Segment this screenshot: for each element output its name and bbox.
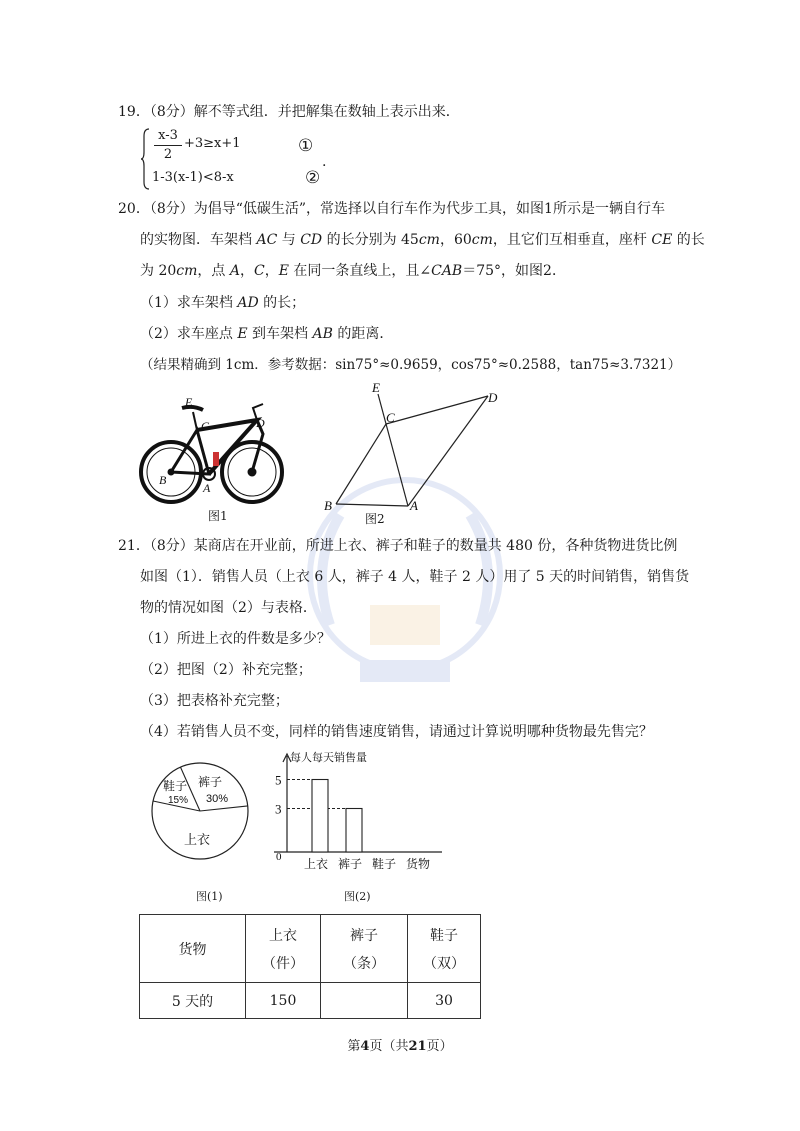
mark-1: ① bbox=[298, 136, 314, 156]
table-header-cell bbox=[246, 915, 321, 983]
q21-sub-1: （1）所进上衣的件数是多少？ bbox=[140, 631, 331, 647]
text: 在同一条直线上，且∠ bbox=[288, 263, 432, 279]
fig2-label-e: E bbox=[372, 380, 380, 395]
bar-category-label: 上衣 bbox=[304, 857, 329, 871]
text: ＝75°，如图2． bbox=[462, 263, 566, 279]
fig2-label-b: B bbox=[324, 498, 332, 513]
header-text: 鞋子 bbox=[430, 927, 458, 944]
seg-ce: CE bbox=[651, 232, 673, 248]
bicycle-figure bbox=[135, 392, 285, 514]
header-text: 裤子 bbox=[350, 927, 378, 944]
bike-label-b: B bbox=[159, 473, 167, 487]
header-text: 上衣 bbox=[269, 927, 297, 944]
fig1-caption: 图1 bbox=[208, 509, 228, 523]
pie-label-tops: 上衣 bbox=[184, 833, 211, 848]
geometry-lines bbox=[336, 394, 488, 506]
bike-label-d: D bbox=[256, 416, 265, 430]
text: 的距离． bbox=[332, 326, 394, 342]
text: 的实物图．车架档 bbox=[140, 232, 257, 248]
unit-cm: cm bbox=[471, 232, 493, 248]
bar-chart bbox=[268, 748, 448, 873]
q21-line-2: 如图（1）．销售人员（上衣 6 人，裤子 4 人，鞋子 2 人）用了 5 天的时间销售，销售货 bbox=[140, 569, 690, 585]
q20-note: （结果精确到 1cm．参考数据：sin75°≈0.9659，cos75°≈0.2588，tan75≈3.7321） bbox=[140, 357, 682, 373]
text: ，且它们互相垂直，座杆 bbox=[492, 232, 652, 248]
bar-ytick-label: 5 bbox=[275, 772, 282, 788]
table-cell-blank bbox=[321, 983, 408, 1019]
bar-caption: 图(2) bbox=[344, 890, 371, 903]
text: 为 20 bbox=[140, 263, 177, 279]
footer-total: 21 bbox=[408, 1039, 427, 1054]
fraction-bar bbox=[154, 145, 182, 146]
pie-pct-shoes: 15% bbox=[168, 795, 189, 806]
footer-mid: 页（共 bbox=[369, 1039, 409, 1054]
bar-1 bbox=[312, 780, 328, 853]
angle-cab: CAB bbox=[431, 263, 463, 279]
bike-label-a: A bbox=[203, 481, 211, 495]
page-footer bbox=[0, 1035, 800, 1054]
bike-label-e: E bbox=[185, 395, 193, 409]
pie-caption: 图(1) bbox=[196, 890, 223, 903]
fraction-numerator: x-3 bbox=[158, 128, 178, 143]
text: ， bbox=[239, 263, 254, 279]
point-c: C bbox=[253, 263, 265, 279]
bar-category-label: 裤子 bbox=[338, 857, 363, 871]
text: ， bbox=[264, 263, 279, 279]
q21-line-3: 物的情况如图（2）与表格． bbox=[140, 600, 317, 616]
text: 与 bbox=[277, 232, 301, 248]
table-cell: 30 bbox=[408, 983, 481, 1019]
footer-suffix: 页） bbox=[426, 1039, 453, 1054]
bike-label-c: C bbox=[201, 419, 210, 433]
sales-table bbox=[139, 914, 481, 1019]
bar-origin: 0 bbox=[276, 851, 282, 863]
table-row bbox=[140, 983, 481, 1019]
header-text: 货物 bbox=[178, 941, 207, 958]
table-header-cell bbox=[140, 915, 246, 983]
fraction bbox=[154, 128, 182, 163]
text: 到车架档 bbox=[247, 326, 313, 342]
table-header-cell bbox=[408, 915, 481, 983]
q20-line-3 bbox=[140, 261, 566, 281]
text: （2）求车座点 bbox=[140, 326, 238, 342]
q20-line-2 bbox=[140, 230, 705, 250]
q19-period: . bbox=[322, 154, 327, 170]
pie-pct-pants: 30% bbox=[206, 793, 229, 805]
fig2-label-c: C bbox=[386, 410, 395, 425]
q21-line-1: 21．（8分）某商店在开业前，所进上衣、裤子和鞋子的数量共 480 份，各种货物进货比例 bbox=[118, 538, 678, 554]
text: 的长分别为 45 bbox=[322, 232, 419, 248]
q20-sub-2 bbox=[140, 324, 393, 344]
bar-2 bbox=[346, 809, 362, 853]
seg-ac: AC bbox=[256, 232, 278, 248]
unit-cm: cm bbox=[418, 232, 440, 248]
seg-ab: AB bbox=[312, 326, 333, 342]
pie-label-shoes: 鞋子 bbox=[163, 779, 188, 793]
q21-sub-2: （2）把图（2）补充完整； bbox=[140, 662, 312, 678]
point-e: E bbox=[278, 263, 289, 279]
text: ，60 bbox=[439, 232, 472, 248]
point-a: A bbox=[229, 263, 240, 279]
bar-ticks bbox=[275, 773, 282, 817]
text: 的长 bbox=[672, 232, 705, 248]
q20-line-1: 20．（8分）为倡导“低碳生活”，常选择以自行车作为代步工具，如图1所示是一辆自行车 bbox=[118, 201, 665, 217]
seg-ad: AD bbox=[237, 295, 259, 311]
fig2-label-d: D bbox=[488, 390, 498, 405]
bar-marks bbox=[312, 780, 362, 853]
table-header-row bbox=[140, 915, 481, 983]
footer-page: 4 bbox=[360, 1039, 370, 1054]
mark-2: ② bbox=[305, 168, 321, 188]
footer-prefix: 第 bbox=[347, 1039, 361, 1054]
pie-label-pants: 裤子 bbox=[198, 775, 223, 789]
point-e: E bbox=[237, 326, 248, 342]
bar-ytick-label: 3 bbox=[275, 801, 282, 817]
unit-cm: cm bbox=[176, 263, 198, 279]
text: 的长； bbox=[258, 295, 306, 311]
unit-text: （件） bbox=[262, 955, 304, 972]
table-cell: 150 bbox=[246, 983, 321, 1019]
table-header-cell bbox=[321, 915, 408, 983]
bar-category-label: 鞋子 bbox=[372, 857, 397, 871]
fig2-caption: 图2 bbox=[365, 512, 385, 526]
pie-chart bbox=[148, 756, 258, 866]
unit-text: （条） bbox=[343, 955, 385, 972]
q19-title: 19．（8分）解不等式组．并把解集在数轴上表示出来． bbox=[118, 104, 460, 120]
q20-sub-1 bbox=[140, 293, 305, 313]
text: （1）求车架档 bbox=[140, 295, 238, 311]
q21-sub-3: （3）把表格补充完整； bbox=[140, 693, 289, 709]
bar-xlabel: 货物 bbox=[406, 857, 431, 871]
geometry-figure bbox=[320, 378, 510, 513]
fraction-denominator: 2 bbox=[163, 147, 173, 162]
brace-icon bbox=[140, 128, 150, 190]
seg-cd: CD bbox=[300, 232, 323, 248]
inequality-1-rest: +3≥x+1 bbox=[184, 136, 241, 151]
inequality-2: 1-3(x-1)<8-x bbox=[152, 170, 234, 185]
bar-categories bbox=[304, 856, 396, 871]
text: ，点 bbox=[197, 263, 230, 279]
bar-ylabel: 每人每天销售量 bbox=[290, 751, 367, 764]
unit-text: （双） bbox=[423, 955, 465, 972]
table-row-label: 5 天的 bbox=[140, 983, 246, 1019]
fig2-label-a: A bbox=[410, 498, 418, 513]
q21-sub-4: （4）若销售人员不变，同样的销售速度销售，请通过计算说明哪种货物最先售完？ bbox=[140, 724, 653, 740]
